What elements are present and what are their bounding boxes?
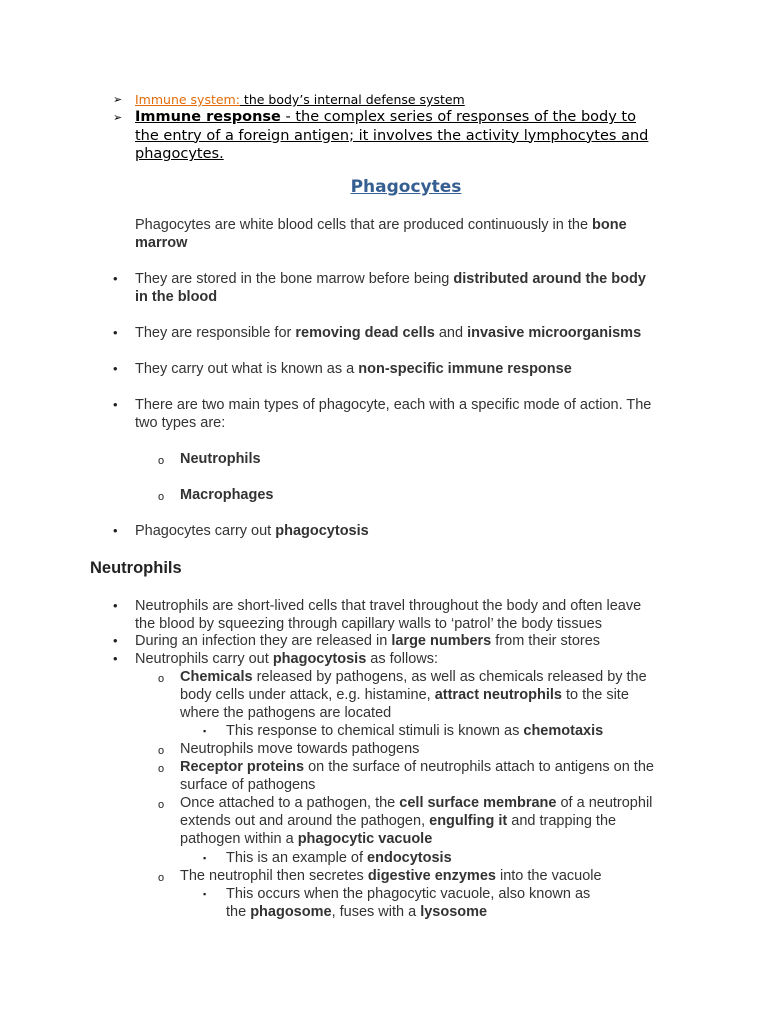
step-move: Neutrophils move towards pathogens <box>180 741 420 757</box>
b2-bold-1: removing dead cells <box>295 325 435 341</box>
s1-bold: Chemicals <box>180 669 253 685</box>
b5-bold: phagocytosis <box>275 523 369 539</box>
s4-line-3b: phagocytic vacuole <box>297 831 433 847</box>
step-receptor <box>180 758 654 794</box>
s4-line-1a: Once attached to a pathogen, the <box>180 795 400 811</box>
n3-text: Neutrophils carry out <box>135 651 273 667</box>
arrow-bullet-icon: ➢ <box>113 111 123 124</box>
intro-bold-1: bone <box>592 217 627 233</box>
b2-text: They are responsible for <box>135 325 296 341</box>
immune-system-def: the body’s internal defense system <box>239 92 465 107</box>
immune-response-text-2: the entry of a foreign antigen; it involves the activity lymphocytes and <box>135 127 649 144</box>
phagocytes-bullet-5 <box>135 522 369 540</box>
b4-line-2: two types are: <box>135 415 226 431</box>
b3-text: They carry out what is known as a <box>135 361 359 377</box>
s5-sub-line-2d: lysosome <box>420 904 488 920</box>
disc-bullet-icon: • <box>113 325 118 340</box>
s4-sub-text: This is an example of <box>226 850 368 866</box>
s1-line-2b: attract neutrophils <box>434 687 562 703</box>
immune-system-line <box>135 92 465 108</box>
b2-mid: and <box>434 325 468 341</box>
b5-text: Phagocytes carry out <box>135 523 276 539</box>
phagocytes-intro <box>135 216 627 252</box>
phagocytes-bullet-2 <box>135 324 641 342</box>
s1-sub-bold: chemotaxis <box>523 723 604 739</box>
circle-bullet-icon: o <box>158 763 165 775</box>
intro-text: Phagocytes are white blood cells that are produced continuously in the <box>135 217 593 233</box>
s5-sub-line-2c: , fuses with a <box>331 904 421 920</box>
s1-line-3: where the pathogens are located <box>180 705 392 721</box>
s4-line-2c: and trapping the <box>507 813 617 829</box>
sub-item-macrophages: Macrophages <box>180 487 274 503</box>
s4-line-1b: cell surface membrane <box>399 795 557 811</box>
phagocytes-bullet-4 <box>135 396 651 432</box>
neutrophils-heading: Neutrophils <box>90 559 182 577</box>
s4-line-2b: engulfing it <box>429 813 508 829</box>
immune-response-text-1: - the complex series of responses of the body to <box>280 109 636 125</box>
disc-bullet-icon: • <box>113 651 118 666</box>
b2-bold-2: invasive microorganisms <box>467 325 642 341</box>
immune-response-block <box>135 108 648 164</box>
s4-sub-bold: endocytosis <box>367 850 452 866</box>
square-bullet-icon: ▪ <box>203 726 207 736</box>
b4-line-1: There are two main types of phagocyte, each with a specific mode of action. The <box>135 397 652 413</box>
step-enzymes-sub <box>226 885 590 921</box>
phagocytes-heading: Phagocytes <box>350 177 462 197</box>
b1-bold-1: distributed around the body <box>453 271 646 287</box>
n2-bold: large numbers <box>391 633 492 649</box>
n3-end: as follows: <box>366 651 439 667</box>
s5-sub-line-1: This occurs when the phagocytic vacuole, also known as <box>226 886 591 902</box>
s5-sub-line-2b: phagosome <box>250 904 332 920</box>
s1-line-1: released by pathogens, as well as chemicals released by the <box>252 669 647 685</box>
s1-sub-text: This response to chemical stimuli is known as <box>226 723 524 739</box>
n2-text: During an infection they are released in <box>135 633 392 649</box>
step-chemicals-sub <box>226 722 603 740</box>
step-engulf-sub <box>226 849 452 867</box>
s5-bold: digestive enzymes <box>367 868 496 884</box>
circle-bullet-icon: o <box>158 491 165 503</box>
neutrophils-bullet-2 <box>135 632 600 650</box>
disc-bullet-icon: • <box>113 271 118 286</box>
b1-text: They are stored in the bone marrow before being <box>135 271 454 287</box>
b3-bold: non-specific immune response <box>358 361 572 377</box>
circle-bullet-icon: o <box>158 455 165 467</box>
n1-line-2: the blood by squeezing through capillary walls to ‘patrol’ the body tissues <box>135 616 602 632</box>
s5-sub-line-2a: the <box>226 904 251 920</box>
s4-line-2a: extends out and around the pathogen, <box>180 813 430 829</box>
step-chemicals <box>180 668 647 722</box>
s5-text: The neutrophil then secretes <box>180 868 368 884</box>
s4-line-3a: pathogen within a <box>180 831 298 847</box>
disc-bullet-icon: • <box>113 633 118 648</box>
n3-bold: phagocytosis <box>272 651 367 667</box>
intro-bold-2: marrow <box>135 235 188 251</box>
s4-line-1c: of a neutrophil <box>556 795 653 811</box>
s1-line-2a: body cells under attack, e.g. histamine, <box>180 687 435 703</box>
disc-bullet-icon: • <box>113 361 118 376</box>
disc-bullet-icon: • <box>113 598 118 613</box>
step-enzymes <box>180 867 602 885</box>
s3-bold: Receptor proteins <box>180 759 305 775</box>
circle-bullet-icon: o <box>158 745 165 757</box>
immune-system-label: Immune system: <box>135 92 240 107</box>
phagocytes-bullet-1 <box>135 270 646 306</box>
sub-item-neutrophils: Neutrophils <box>180 451 261 467</box>
disc-bullet-icon: • <box>113 397 118 412</box>
neutrophils-bullet-1 <box>135 597 641 633</box>
n2-end: from their stores <box>491 633 601 649</box>
phagocytes-bullet-3 <box>135 360 572 378</box>
arrow-bullet-icon: ➢ <box>113 93 123 106</box>
b1-bold-2: in the blood <box>135 289 218 305</box>
disc-bullet-icon: • <box>113 523 118 538</box>
s3-line-2: surface of pathogens <box>180 777 316 793</box>
circle-bullet-icon: o <box>158 799 165 811</box>
s3-line-1: on the surface of neutrophils attach to antigens on the <box>304 759 654 775</box>
immune-response-text-3: phagocytes. <box>135 146 224 162</box>
neutrophils-bullet-3 <box>135 650 438 668</box>
step-engulf <box>180 794 652 848</box>
square-bullet-icon: ▪ <box>203 853 207 863</box>
circle-bullet-icon: o <box>158 872 165 884</box>
n1-line-1: Neutrophils are short-lived cells that travel throughout the body and often leave <box>135 598 642 614</box>
circle-bullet-icon: o <box>158 673 165 685</box>
immune-response-label: Immune response <box>135 109 281 125</box>
s1-line-2c: to the site <box>562 687 629 703</box>
s5-end: into the vacuole <box>495 868 602 884</box>
square-bullet-icon: ▪ <box>203 889 207 899</box>
